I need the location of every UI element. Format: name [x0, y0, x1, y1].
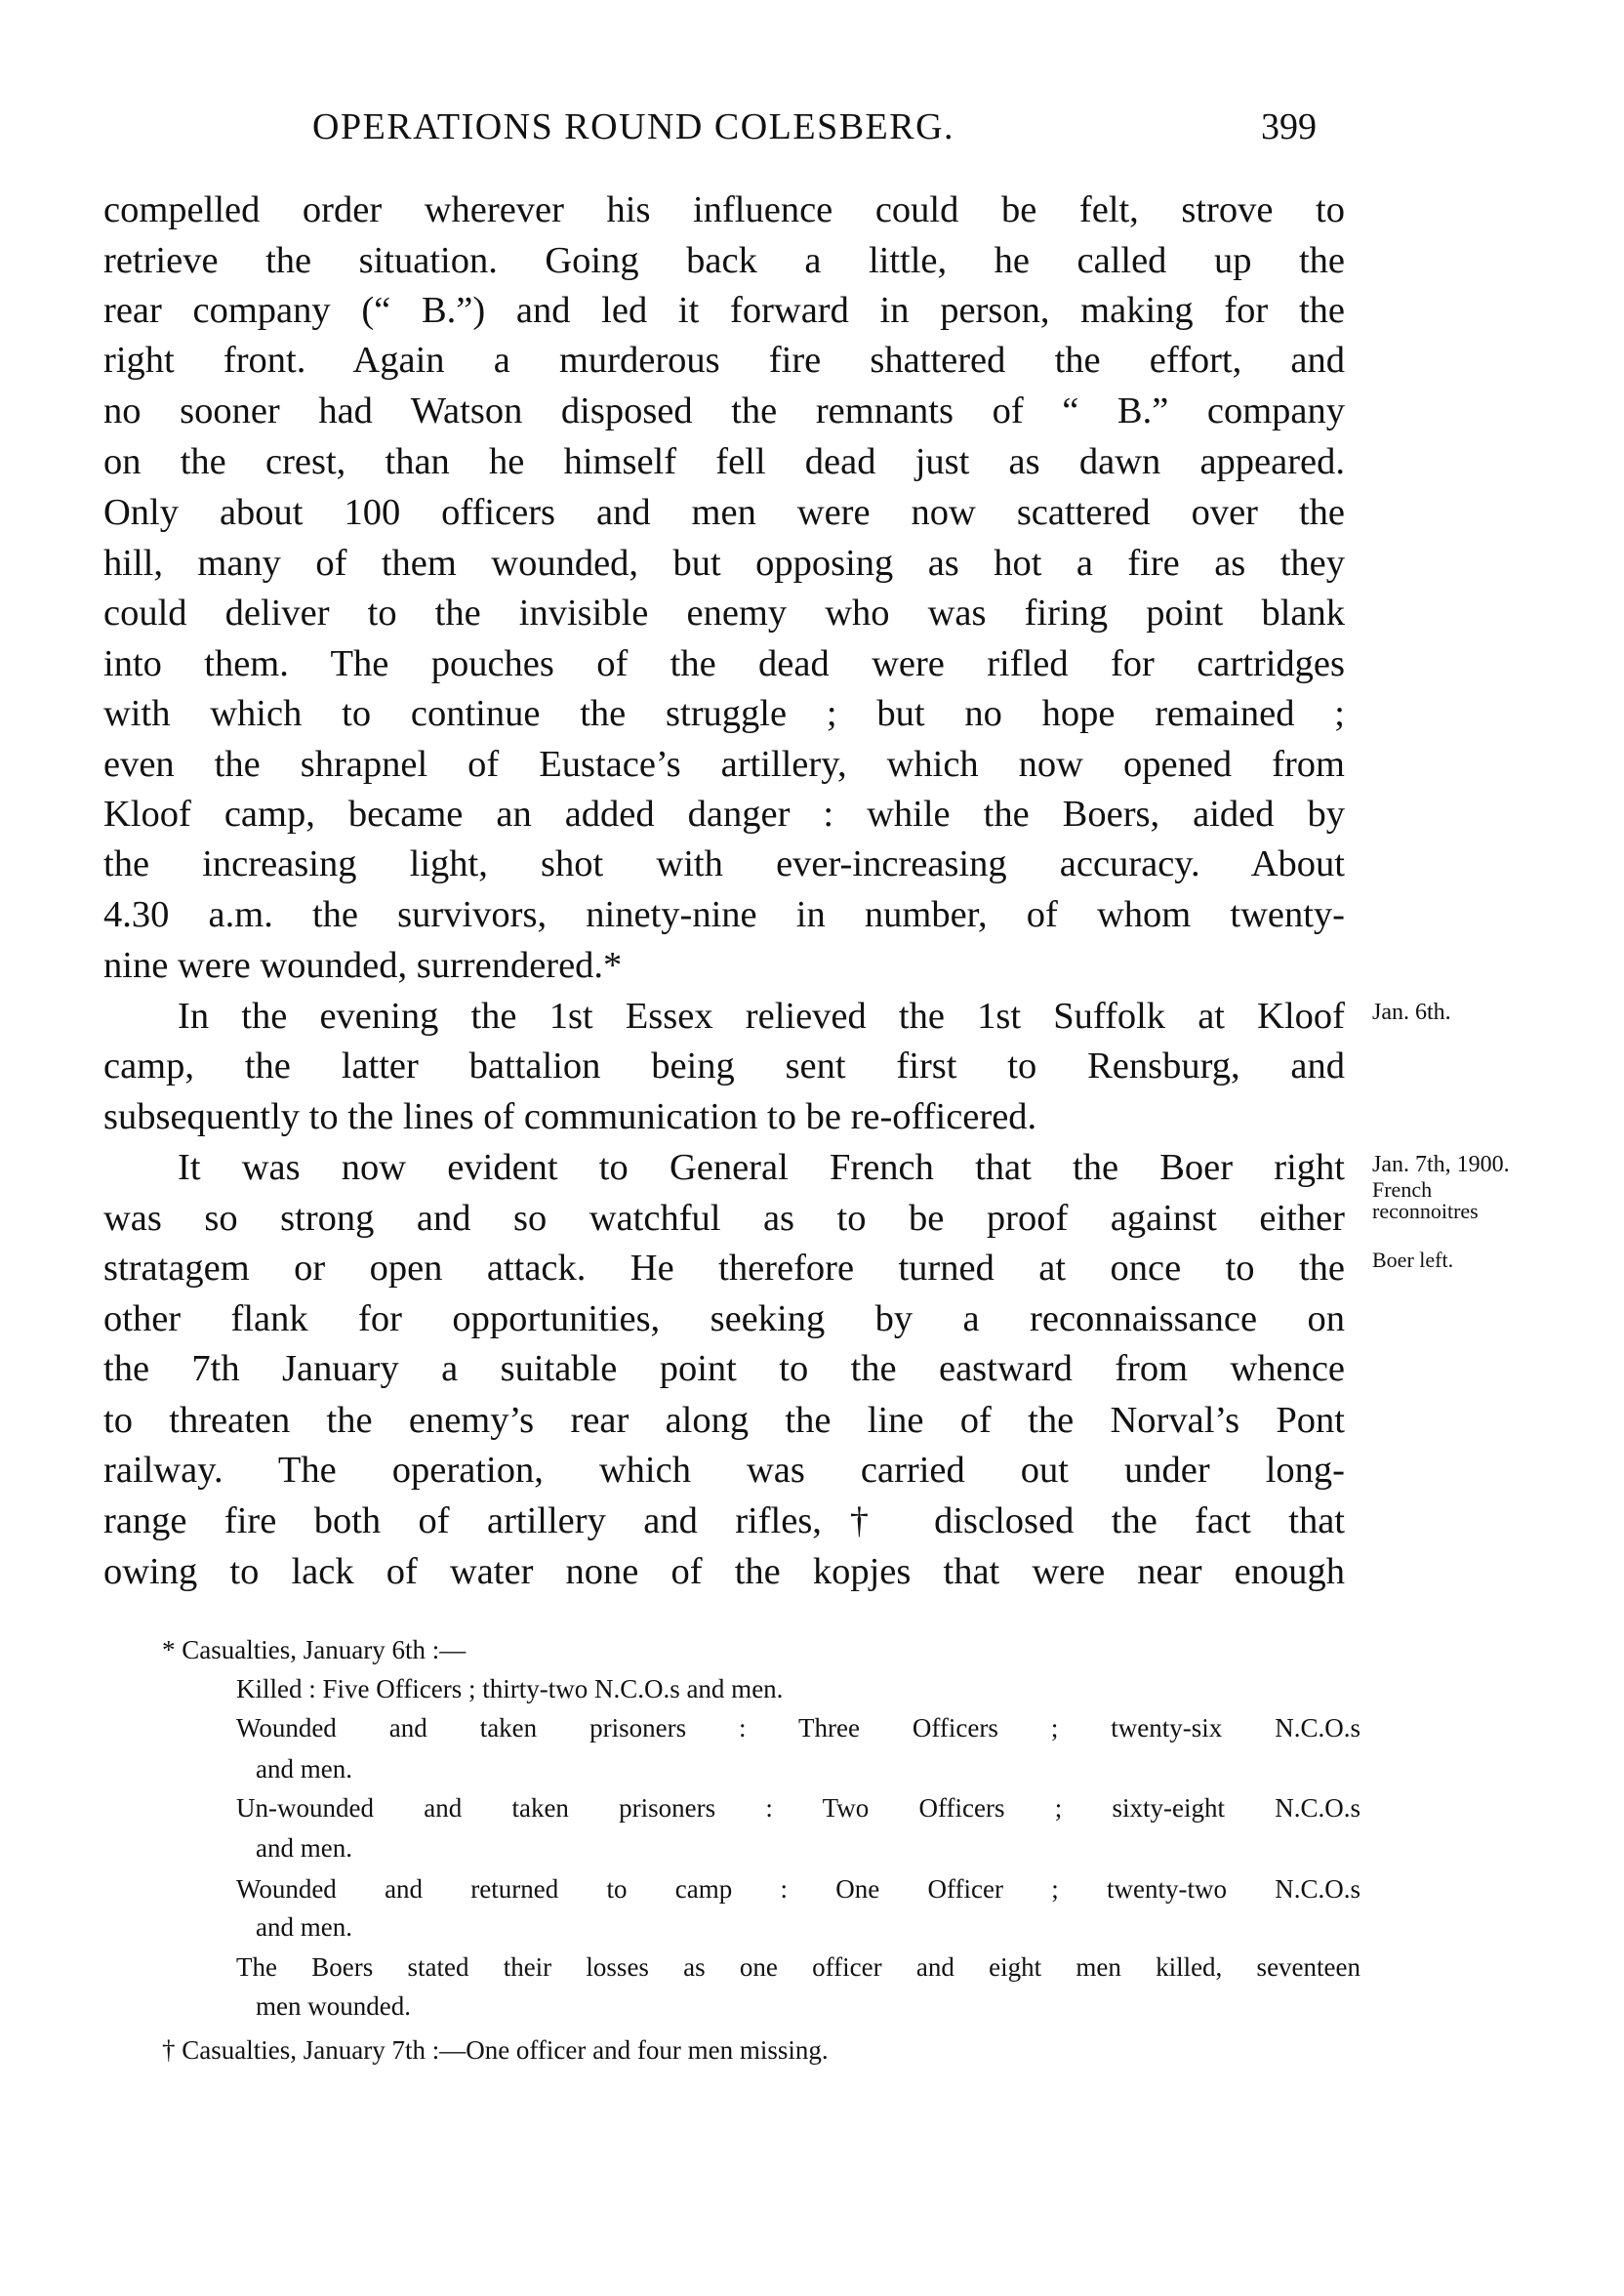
body-line: was so strong and so watchful as to be proof against either: [103, 1198, 1345, 1239]
body-line: rear company (“ B.”) and led it forward in person, making for the: [103, 290, 1345, 331]
body-line: retrieve the situation. Going back a little, he called up the: [103, 240, 1345, 281]
body-line: could deliver to the invisible enemy who was firing point blank: [103, 593, 1345, 634]
footnote-line: and men.: [256, 1912, 352, 1942]
body-line: the increasing light, shot with ever-increasing accuracy. About: [103, 843, 1345, 884]
margin-note-jan6: Jan. 6th.: [1372, 1000, 1451, 1025]
body-line: It was now evident to General French that the Boer right: [178, 1147, 1345, 1188]
running-title: OPERATIONS ROUND COLESBERG.: [312, 106, 955, 147]
body-line: on the crest, than he himself fell dead just as dawn appeared.: [103, 441, 1345, 482]
footnote-line: Killed : Five Officers ; thirty-two N.C.O.s and men.: [236, 1674, 784, 1703]
body-line: Kloof camp, became an added danger : while the Boers, aided by: [103, 794, 1345, 835]
body-line: nine were wounded, surrendered.*: [103, 945, 623, 986]
body-line: even the shrapnel of Eustace’s artillery, which now opened from: [103, 744, 1345, 785]
body-line: the 7th January a suitable point to the eastward from whence: [103, 1348, 1345, 1389]
margin-note-jan7-line: French: [1372, 1177, 1433, 1202]
footnote-line: men wounded.: [256, 1991, 411, 2021]
body-line: right front. Again a murderous fire shattered the effort, and: [103, 340, 1345, 381]
footnote-line: Un-wounded and taken prisoners : Two Officers ; sixty-eight N.C.O.s: [236, 1793, 1360, 1823]
footnote-dagger: † Casualties, January 7th :—One officer and four men missing.: [162, 2035, 829, 2065]
body-line: into them. The pouches of the dead were rifled for cartridges: [103, 643, 1345, 684]
body-line: Only about 100 officers and men were now scattered over the: [103, 492, 1345, 533]
page-number: 399: [1261, 106, 1317, 147]
body-line: with which to continue the struggle ; but no hope remained ;: [103, 693, 1345, 734]
body-line: no sooner had Watson disposed the remnants of “ B.” company: [103, 390, 1345, 431]
body-line: compelled order wherever his influence could be felt, strove to: [103, 189, 1345, 230]
body-line: stratagem or open attack. He therefore turned at once to the: [103, 1248, 1345, 1289]
footnote-line: Wounded and returned to camp : One Officer ; twenty-two N.C.O.s: [236, 1874, 1360, 1904]
footnote-line: and men.: [256, 1833, 352, 1863]
body-line: railway. The operation, which was carried out under long-: [103, 1450, 1345, 1491]
footnote-line: and men.: [256, 1754, 352, 1784]
footnote-line: Wounded and taken prisoners : Three Officers ; twenty-six N.C.O.s: [236, 1713, 1360, 1742]
footnote-line: The Boers stated their losses as one officer and eight men killed, seventeen: [236, 1952, 1360, 1982]
body-line: other flank for opportunities, seeking by a reconnaissance on: [103, 1298, 1345, 1339]
body-line: 4.30 a.m. the survivors, ninety-nine in number, of whom twenty-: [103, 894, 1345, 935]
body-line: In the evening the 1st Essex relieved the 1st Suffolk at Kloof: [178, 996, 1345, 1037]
body-line: to threaten the enemy’s rear along the line of the Norval’s Pont: [103, 1400, 1345, 1441]
body-line: camp, the latter battalion being sent first to Rensburg, and: [103, 1046, 1345, 1086]
margin-note-jan7-line: reconnoitres: [1372, 1199, 1479, 1223]
body-line: subsequently to the lines of communication to be re-officered.: [103, 1096, 1037, 1137]
footnote-star-heading: * Casualties, January 6th :—: [162, 1635, 467, 1664]
body-line: range fire both of artillery and rifles,† disclosed the fact that: [103, 1500, 1345, 1541]
body-line: owing to lack of water none of the kopjes that were near enough: [103, 1551, 1345, 1592]
body-line: hill, many of them wounded, but opposing as hot a fire as they: [103, 543, 1345, 584]
margin-note-jan7-line: Boer left.: [1372, 1248, 1454, 1272]
margin-note-jan7-date: Jan. 7th, 1900.: [1372, 1152, 1510, 1177]
